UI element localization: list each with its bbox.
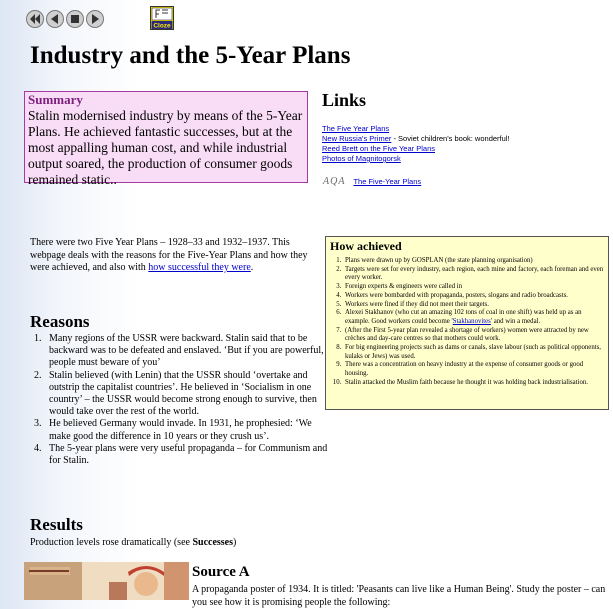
results-line bbox=[30, 537, 236, 548]
link-photos-magnitogorsk[interactable]: Photos of Magnitogorsk bbox=[322, 154, 401, 163]
results-text: Production levels rose dramatically (see bbox=[30, 537, 193, 548]
link-item bbox=[322, 144, 510, 154]
results-heading: Results bbox=[30, 515, 83, 534]
list-item: 3. Foreign experts & engineers were called in bbox=[343, 283, 604, 292]
rewind-icon[interactable] bbox=[26, 10, 44, 28]
intro-text: There were two Five Year Plans – 1928–33 and 1932–1937. This webpage deals with the reasons for the Five-Year Plans and how they were achieved, and also with bbox=[30, 237, 308, 273]
propaganda-poster-image bbox=[24, 562, 189, 600]
summary-heading: Summary bbox=[28, 92, 83, 107]
nav-bar bbox=[26, 10, 104, 28]
source-a-heading: Source A bbox=[192, 564, 250, 580]
reasons-heading: Reasons bbox=[30, 312, 90, 331]
how-successful-link[interactable]: how successful they were bbox=[148, 262, 251, 273]
links-heading: Links bbox=[322, 90, 367, 110]
source-a-text: A propaganda poster of 1934. It is titled: 'Peasants can live like a Human Being'. Study the poster – can you see how it is promising people the following: bbox=[192, 584, 606, 608]
list-item: 7. (After the First 5-year plan revealed a shortage of workers) women were attracted by new crèches and day-care centres so that mothers could work. bbox=[343, 327, 604, 344]
link-five-year-plans[interactable]: The Five Year Plans bbox=[322, 124, 390, 133]
how-achieved-heading: How achieved bbox=[330, 239, 402, 253]
successes-reference: Successes bbox=[192, 537, 234, 548]
results-text-end: ) bbox=[233, 537, 237, 548]
links-list bbox=[322, 124, 510, 164]
intro-paragraph bbox=[30, 237, 316, 275]
list-item: 4. Workers were bombarded with propaganda, posters, slogans and radio broadcasts. bbox=[343, 292, 604, 301]
how-achieved-list bbox=[330, 257, 604, 388]
list-item: 1. Plans were drawn up by GOSPLAN (the state planning organisation) bbox=[343, 257, 604, 266]
link-item bbox=[322, 154, 510, 164]
link-new-russias-primer[interactable]: New Russia's Primer bbox=[322, 134, 392, 143]
stop-icon[interactable] bbox=[66, 10, 84, 28]
aqa-link-row bbox=[323, 176, 421, 187]
list-item: 1. Many regions of the USSR were backward. Stalin said that to be backward was to be defeated and enslaved. ‘But if you are powerful, people must beware of you’ bbox=[44, 333, 334, 370]
link-note: - Soviet children's book: wonderful! bbox=[391, 134, 510, 143]
link-item bbox=[322, 134, 510, 144]
aqa-logo: AQA bbox=[323, 176, 346, 187]
summary-text: Stalin modernised industry by means of the 5-Year Plans. He achieved fantastic successes, but at the most appalling human cost, and while industrial output soared, the production of consumer goods remained static.. bbox=[28, 108, 303, 187]
list-item: 2. Targets were set for every industry, each region, each mine and factory, each foreman and even every worker. bbox=[343, 266, 604, 283]
list-item: 10. Stalin attacked the Muslim faith because he thought it was holding back industrialisation. bbox=[343, 379, 604, 388]
forward-icon[interactable] bbox=[86, 10, 104, 28]
list-item: 9. There was a concentration on heavy industry at the expense of consumer goods or good housing. bbox=[343, 361, 604, 378]
page-title: Industry and the 5-Year Plans bbox=[30, 42, 351, 69]
summary-box bbox=[24, 91, 308, 187]
list-item bbox=[343, 309, 604, 326]
list-item: 8. For big engineering projects such as dams or canals, slave labour (such as political opponents, kulaks or Jews) was used. bbox=[343, 344, 604, 361]
aqa-five-year-plans-link[interactable]: The Five-Year Plans bbox=[353, 177, 422, 186]
reasons-list bbox=[28, 333, 334, 467]
link-item bbox=[322, 124, 510, 134]
list-item: 4. The 5-year plans were very useful propaganda – for Communism and for Stalin. bbox=[44, 443, 334, 467]
cloze-icon[interactable] bbox=[150, 6, 174, 30]
intro-end: . bbox=[250, 262, 254, 273]
link-reed-brett[interactable]: Reed Brett on the Five Year Plans bbox=[322, 144, 435, 153]
item-text: Alexei Stakhanov (who cut an amazing 102 tons of coal in one shift) was held up as an example. Good workers could become ' bbox=[345, 309, 582, 325]
list-item: 3. He believed Germany would invade. In 1931, he prophesied: ‘We make good the difference in 10 years or they crush us’. bbox=[44, 418, 334, 442]
list-item: 5. Workers were fined if they did not meet their targets. bbox=[343, 301, 604, 310]
back-icon[interactable] bbox=[46, 10, 64, 28]
how-achieved-box bbox=[325, 236, 609, 410]
stakhanovites-link[interactable]: Stakhanovites bbox=[452, 317, 491, 325]
list-item: 2. Stalin believed (with Lenin) that the USSR should ‘overtake and outstrip the capitalist countries’. He believed in ‘Socialism in one country’ – the USSR would become strong enough to survive, then would take over the rest of the world. bbox=[44, 370, 334, 419]
cloze-label: Cloze bbox=[153, 22, 171, 30]
item-text-after: ' and win a medal. bbox=[490, 317, 541, 325]
